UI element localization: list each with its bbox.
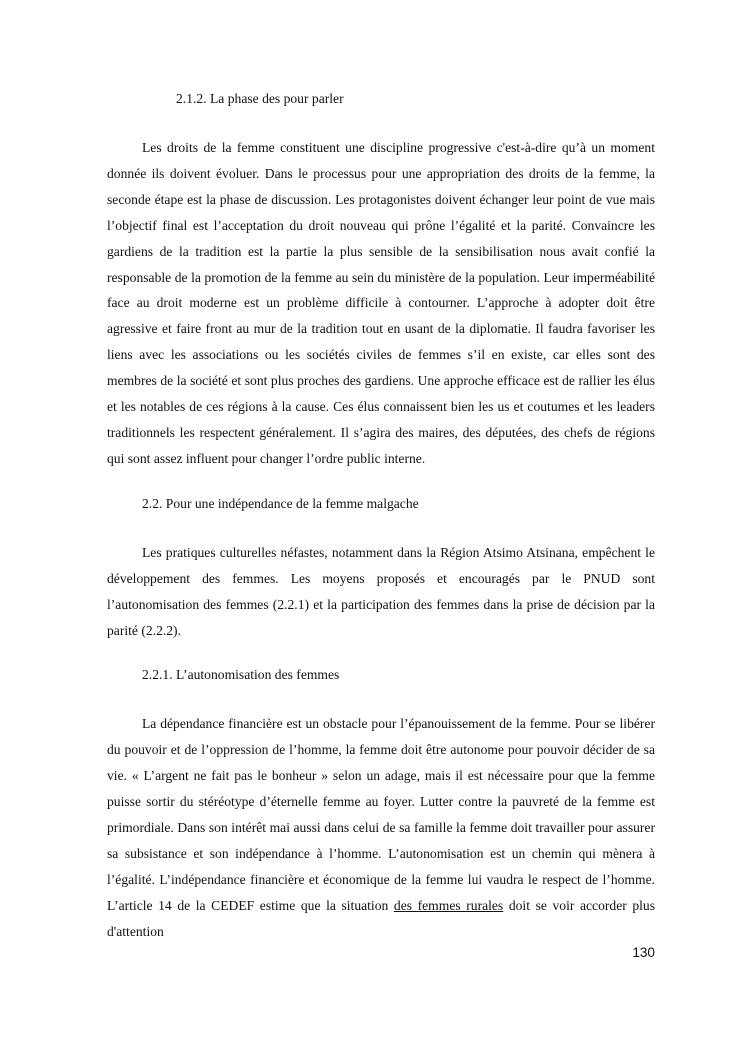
spacer: [107, 517, 655, 540]
paragraph-text: La dépendance financière est un obstacle pour l’épanouissement de la femme. Pour se libérer du pouvoir et de l’oppression de l’homme, la femme doit être autonome pour pouvoir décider de sa vie. « L’argent ne fait pas le bonheur » selon un adage, mais il est nécessaire pour que la femme puisse sortir du stéréotype d’éternelle femme au foyer. Lutter contre la pauvreté de la femme est primordiale. Dans son intérêt mai aussi dans celui de sa famille la femme doit travailler pour assurer sa subsistance et son indépendance à l’homme. L’autonomisation est un chemin qui mènera à l’égalité. L’indépendance financière et économique de la femme lui vaudra le respect de l’homme. L’article 14 de la CEDEF estime que la situation: [107, 716, 655, 913]
section-heading-2-1-2: 2.1.2. La phase des pour parler: [176, 91, 344, 106]
paragraph-text-end: doit se voir accorder plus d'attention: [107, 897, 656, 939]
paragraph-phase-discussion: Les droits de la femme constituent une discipline progressive c'est-à-dire qu’à un moment donnée ils doivent évoluer. Dans le processus pour une appropriation des droits de la femme, la seconde étape est la phase de discussion. Les protagonistes doivent échanger leur point de vue mais l’objectif final est l’acceptation du droit nouveau qui prône l’égalité et la parité. Convaincre les gardiens de la tradition est la partie la plus sensible de la sensibilisation nous avait confié la responsable de la promotion de la femme au sein du ministère de la population. Leur imperméabilité face au droit moderne est un problème difficile à contourner. L’approche à adopter doit être agressive et faire front au mur de la tradition tout en usant de la diplomatie. Il faudra favoriser les liens avec les associations ou les sociétés civiles de femmes s’il en existe, car elles sont des membres de la société et sont plus proches des gardiens. Une approche efficace est de rallier les élus et les notables de ces régions à la cause. Ces élus connaissent bien les us et coutumes et les leaders traditionnels les respectent généralement. Il s’agira des maires, des députées, des chefs de régions qui sont assez influent pour changer l’ordre public interne.: [107, 140, 655, 466]
paragraph-autonomisation: [107, 711, 655, 944]
spacer: [107, 688, 655, 711]
page-number: 130: [632, 945, 655, 960]
section-heading-2-2-1: 2.2.1. L’autonomisation des femmes: [142, 667, 340, 683]
section-heading-2-2: 2.2. Pour une indépendance de la femme malgache: [142, 495, 419, 511]
paragraph-independance: Les pratiques culturelles néfastes, notamment dans la Région Atsimo Atsinana, empêchent le développement des femmes. Les moyens proposés et encouragés par le PNUD sont l’autonomisation des femmes (2.2.1) et la participation des femmes dans la prise de décision par la parité (2.2.2).: [107, 544, 655, 638]
underlined-phrase: des femmes rurales: [393, 897, 504, 913]
document-page: [107, 86, 655, 945]
spacer: [107, 643, 655, 662]
spacer: [107, 112, 655, 135]
spacer: [107, 472, 655, 491]
